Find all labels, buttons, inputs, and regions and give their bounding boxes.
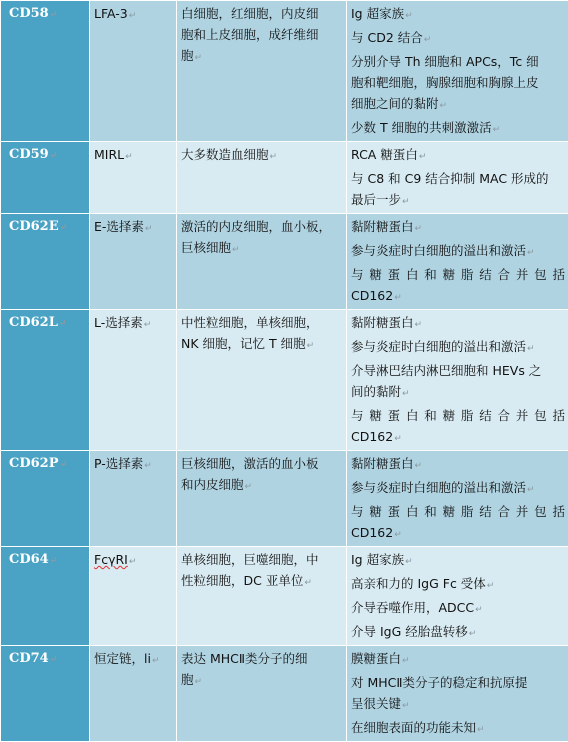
- table-row: [1, 1, 568, 142]
- function-cell: 膜糖蛋白↵ 对 MHCⅡ类分子的稳定和抗原提 呈很关键↵ 在细胞表面的功能未知↵: [347, 646, 568, 742]
- cd-id-cell: CD64↵: [1, 547, 90, 646]
- molecule-name-cell: 恒定链，li↵: [90, 646, 177, 742]
- function-cell: RCA 糖蛋白↵ 与 C8 和 C9 结合抑制 MAC 形成的 最后一步↵: [347, 142, 568, 214]
- cell-distribution-cell: 大多数造血细胞↵: [177, 142, 347, 214]
- cd-id-cell: CD62E↵: [1, 214, 90, 310]
- molecule-name-cell: L-选择素↵: [90, 310, 177, 451]
- table-row: [1, 142, 568, 214]
- cell-distribution-cell: 激活的内皮细胞，血小板， 巨核细胞↵: [177, 214, 347, 310]
- cd-id-cell: CD58↵: [1, 1, 90, 142]
- cell-distribution-cell: 表达 MHCⅡ类分子的细 胞↵: [177, 646, 347, 742]
- function-cell: 黏附糖蛋白↵ 参与炎症时白细胞的溢出和激活↵ 与糖蛋白和糖脂结合并包括 CD162↵: [347, 451, 568, 547]
- cd-id-cell: CD74↵: [1, 646, 90, 742]
- cell-distribution-cell: 单核细胞，巨噬细胞，中 性粒细胞，DC 亚单位↵: [177, 547, 347, 646]
- cd-id-cell: CD62P↵: [1, 451, 90, 547]
- cd-id-cell: CD59↵: [1, 142, 90, 214]
- function-cell: 黏附糖蛋白↵ 参与炎症时白细胞的溢出和激活↵ 与糖蛋白和糖脂结合并包括 CD162↵: [347, 214, 568, 310]
- function-cell: Ig 超家族↵ 高亲和力的 IgG Fc 受体↵ 介导吞噬作用，ADCC↵ 介导 IgG 经胎盘转移↵: [347, 547, 568, 646]
- cell-distribution-cell: 白细胞，红细胞，内皮细 胞和上皮细胞，成纤维细 胞↵: [177, 1, 347, 142]
- cd-id-cell: CD62L↵: [1, 310, 90, 451]
- table-row: [1, 646, 568, 742]
- function-cell: 黏附糖蛋白↵ 参与炎症时白细胞的溢出和激活↵ 介导淋巴结内淋巴细胞和 HEVs 之 间的黏附↵ 与糖蛋白和糖脂结合并包括 CD162↵: [347, 310, 568, 451]
- cell-distribution-cell: 中性粒细胞，单核细胞， NK 细胞，记忆 T 细胞↵: [177, 310, 347, 451]
- molecule-name-cell: LFA-3↵: [90, 1, 177, 142]
- table-row: [1, 310, 568, 451]
- table-row: [1, 214, 568, 310]
- molecule-name-cell: E-选择素↵: [90, 214, 177, 310]
- molecule-name-cell: P-选择素↵: [90, 451, 177, 547]
- table-row: [1, 451, 568, 547]
- molecule-name-cell: FcγRI↵: [90, 547, 177, 646]
- function-cell: Ig 超家族↵ 与 CD2 结合↵ 分别介导 Th 细胞和 APCs，Tc 细 胞和靶细胞，胸腺细胞和胸腺上皮 细胞之间的黏附↵ 少数 T 细胞的共刺激激活↵: [347, 1, 568, 142]
- table-row: [1, 547, 568, 646]
- molecule-name-cell: MIRL↵: [90, 142, 177, 214]
- cell-distribution-cell: 巨核细胞，激活的血小板 和内皮细胞↵: [177, 451, 347, 547]
